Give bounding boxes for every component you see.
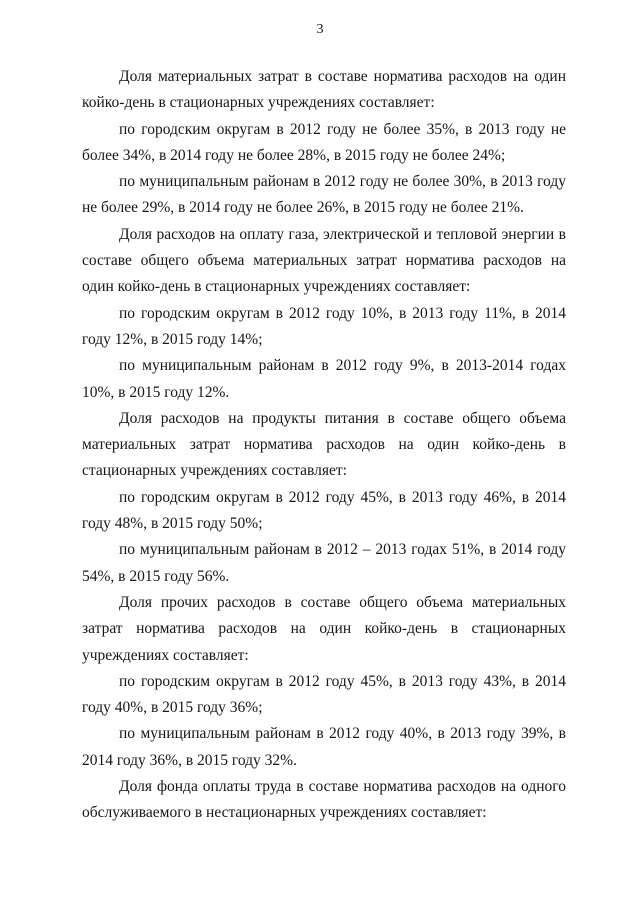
paragraph-utilities-urban: по городским округам в 2012 году 10%, в 2013 году 11%, в 2014 году 12%, в 2015 году 14%; bbox=[82, 304, 566, 348]
paragraph-food-urban: по городским округам в 2012 году 45%, в 2013 году 46%, в 2014 году 48%, в 2015 году 50%; bbox=[82, 488, 566, 533]
paragraph-utilities-municipal: по муниципальным районам в 2012 году 9%, в 2013-2014 годах 10%, в 2015 году 12%. bbox=[82, 357, 566, 401]
document-body bbox=[82, 64, 566, 827]
paragraph-utilities-intro: Доля расходов на оплату газа, электрической и тепловой энергии в составе общего объема материальных затрат норматива расходов на один койко-день в стационарных учреждениях составляет: bbox=[82, 225, 566, 296]
paragraph-payroll-intro: Доля фонда оплаты труда в составе норматива расходов на одного обслуживаемого в нестационарных учреждениях составляет: bbox=[82, 778, 566, 822]
paragraph-food-intro: Доля расходов на продукты питания в составе общего объема материальных затрат норматива расходов на один койко-день в стационарных учреждениях составляет: bbox=[82, 409, 566, 480]
paragraph-food-municipal: по муниципальным районам в 2012 – 2013 годах 51%, в 2014 году 54%, в 2015 году 56%. bbox=[82, 541, 566, 585]
page-number: 3 bbox=[316, 22, 324, 37]
paragraph-material-costs-urban: по городским округам в 2012 году не более 35%, в 2013 году не более 34%, в 2014 году не более 28%, в 2015 году не более 24%; bbox=[82, 120, 566, 164]
paragraph-other-costs-municipal: по муниципальным районам в 2012 году 40%, в 2013 году 39%, в 2014 году 36%, в 2015 году 32%. bbox=[82, 725, 566, 769]
paragraph-material-costs-municipal: по муниципальным районам в 2012 году не более 30%, в 2013 году не более 29%, в 2014 году не более 26%, в 2015 году не более 21%. bbox=[82, 173, 566, 217]
paragraph-material-costs-intro: Доля материальных затрат в составе норматива расходов на один койко-день в стационарных учреждениях составляет: bbox=[82, 68, 566, 112]
paragraph-other-costs-urban: по городским округам в 2012 году 45%, в 2013 году 43%, в 2014 году 40%, в 2015 году 36%; bbox=[82, 672, 566, 717]
paragraph-other-costs-intro: Доля прочих расходов в составе общего объема материальных затрат норматива расходов на один койко-день в стационарных учреждениях составляет: bbox=[82, 593, 566, 664]
